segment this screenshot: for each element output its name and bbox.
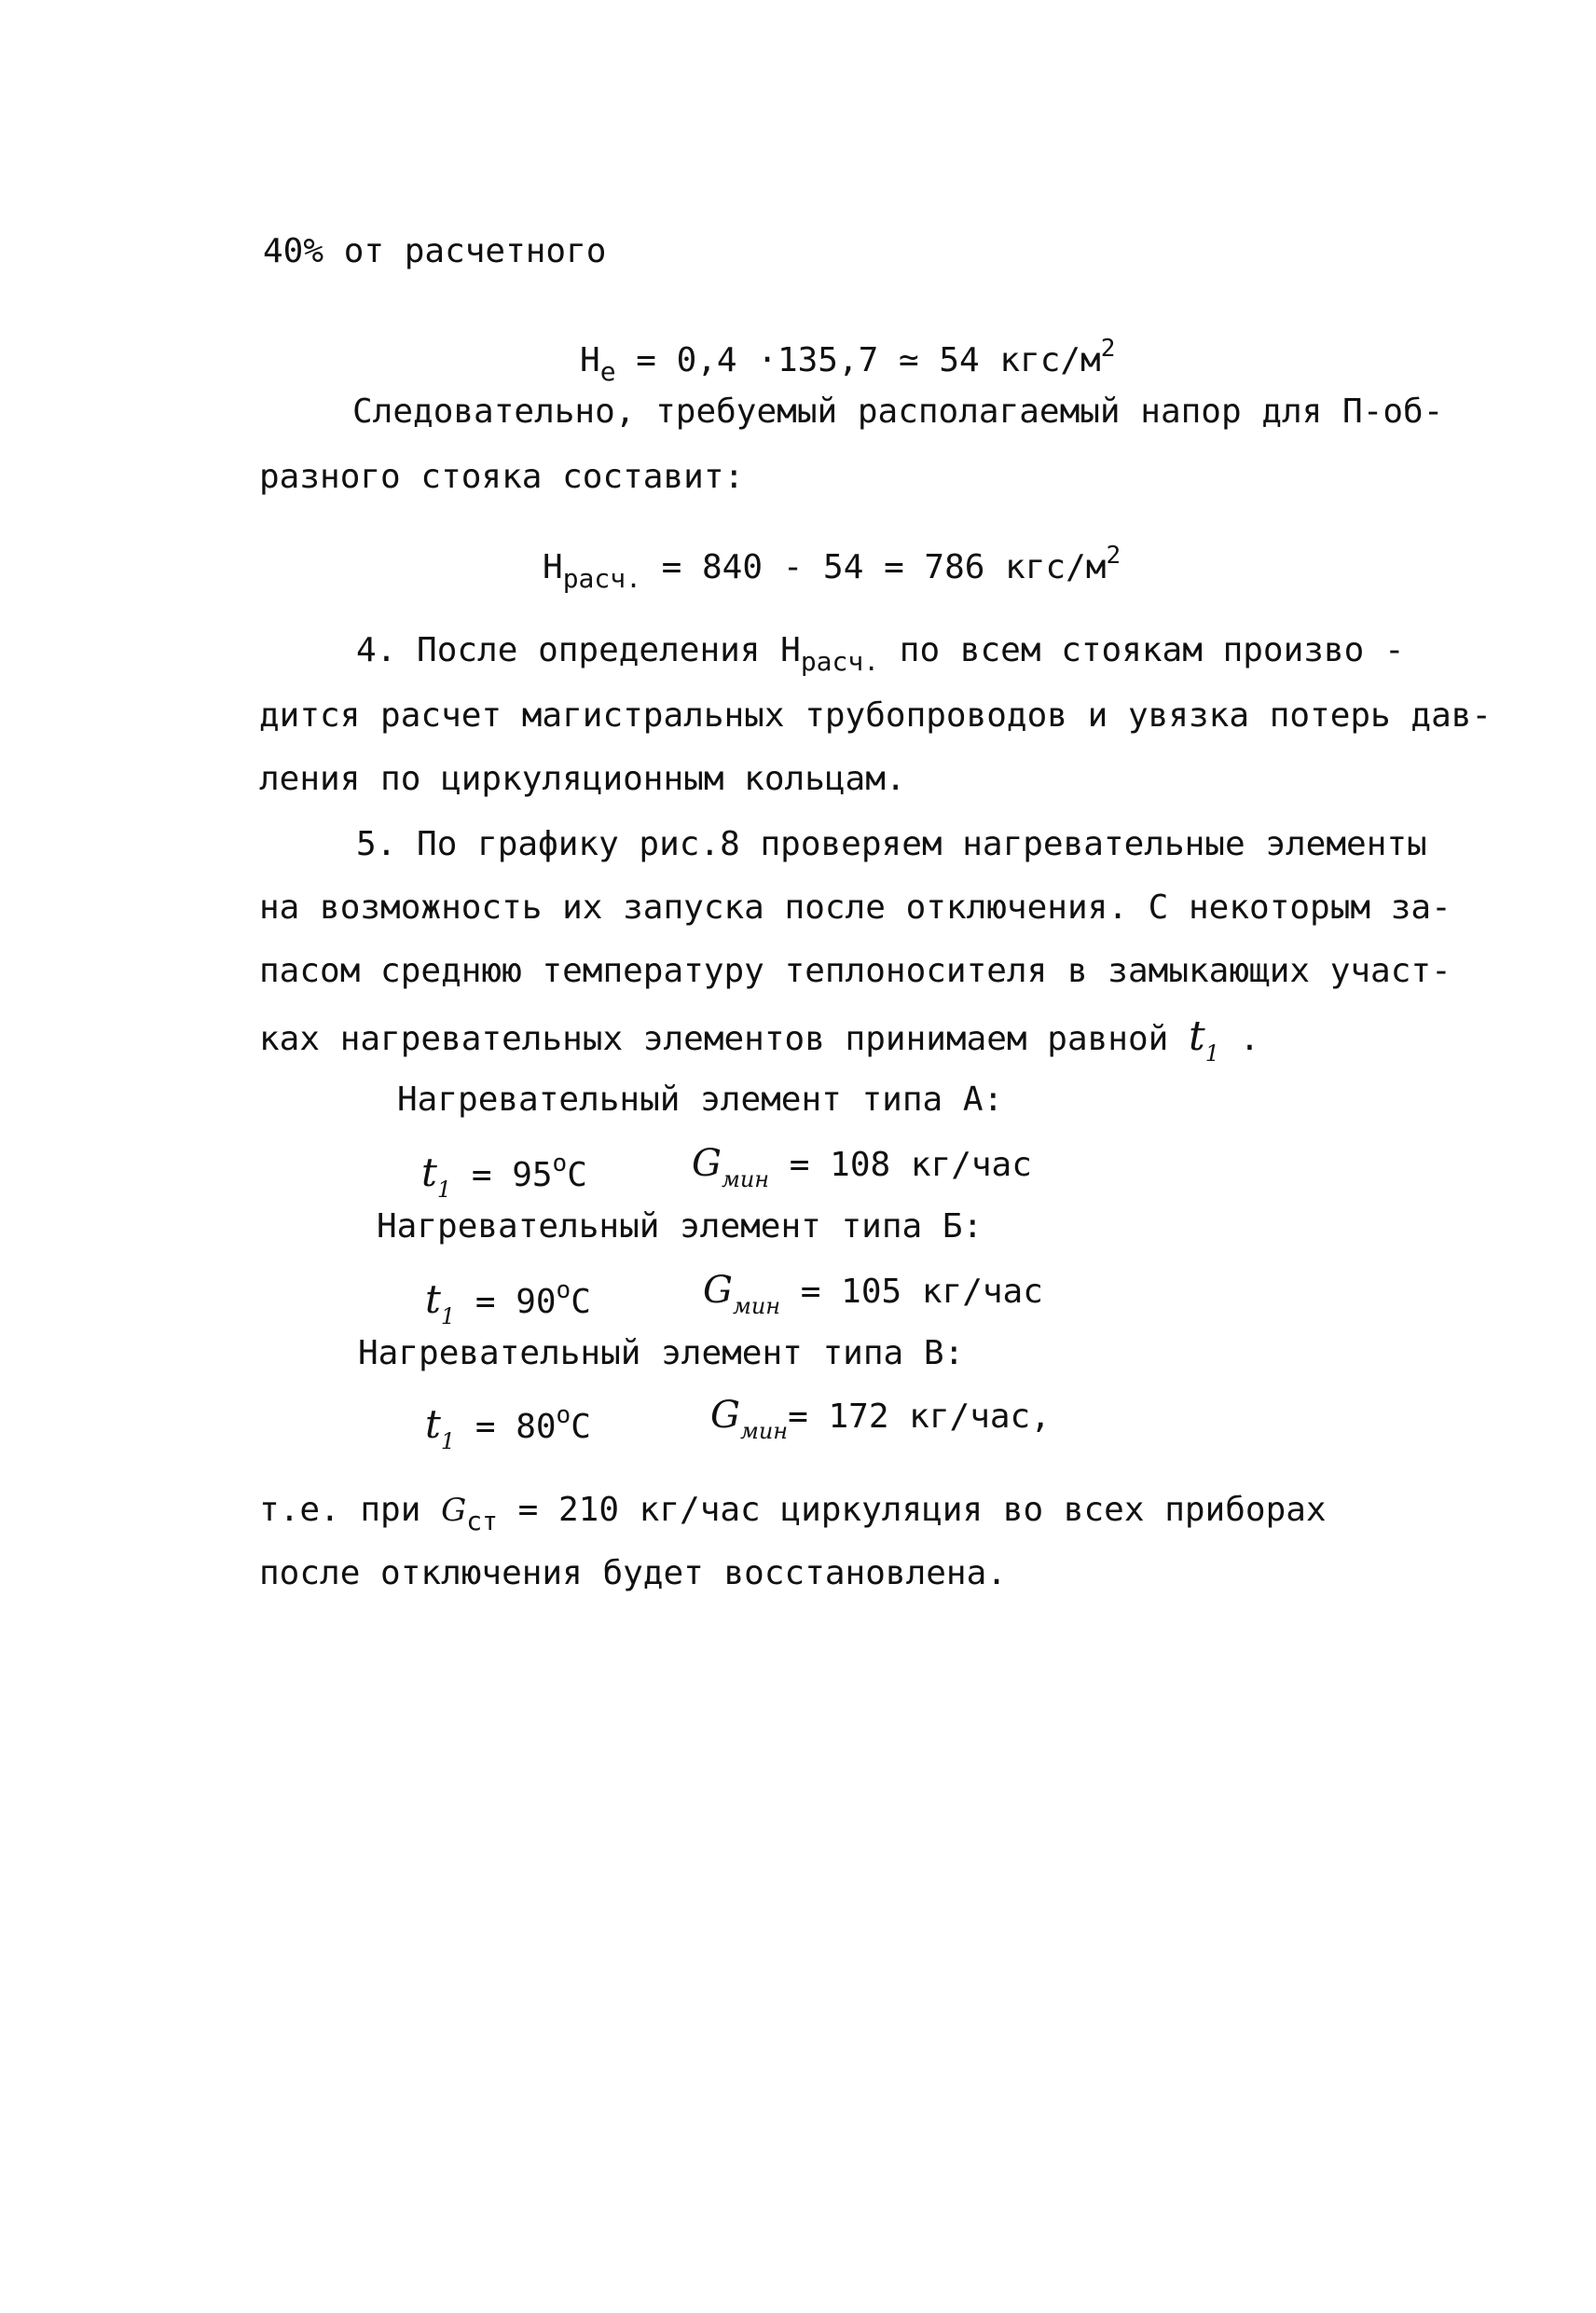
t-symbol: t [421,1150,437,1195]
element-a-flow [692,1143,1032,1200]
t-value: = 80 [455,1408,557,1446]
formula-symbol: H [543,548,563,586]
item5-line-2: на возможность их запуска после отключения. С некоторым за- [259,888,1452,927]
t1-subscript: 1 [1204,1040,1219,1067]
formula-superscript: 2 [1106,542,1121,570]
item5-text: ках нагревательных элементов принимаем равной [259,1020,1189,1058]
item4-line-3: ления по циркуляционным кольцам. [259,760,906,798]
t-unit: C [571,1283,591,1321]
element-v-title: Нагревательный элемент типа В: [358,1334,965,1372]
t-subscript: 1 [440,1303,456,1329]
consequence-line-1: Следовательно, требуемый располагаемый напор для П-об- [352,392,1444,431]
consequence-line-2: разного стояка составит: [259,458,745,496]
element-v-values [425,1395,591,1462]
item4-line-1 [356,630,1405,682]
degree-mark: o [552,1150,568,1177]
t-symbol: t [425,1276,441,1322]
g-value: = 108 кг/час [769,1146,1032,1184]
formula-expression: = 0,4 ·135,7 ≃ 54 кгс/м [615,341,1101,379]
formula-symbol: H [580,341,600,379]
g-symbol: G [710,1394,740,1437]
item5-line-3: пасом среднюю температуру теплоносителя в замыкающих участ- [259,952,1452,990]
formula-superscript: 2 [1100,335,1116,363]
formula-subscript: e [599,356,616,387]
element-b-values [425,1270,591,1337]
t-value: = 90 [455,1283,557,1321]
g-subscript: мин [739,1418,789,1444]
element-b-title: Нагревательный элемент типа Б: [377,1207,984,1246]
g-value: = 172 кг/час, [788,1397,1051,1436]
t-unit: C [571,1408,591,1446]
degree-mark: o [556,1276,571,1304]
item5-line-1: 5. По графику рис.8 проверяем нагревательные элементы [356,825,1427,863]
item5-text-end: . [1218,1020,1260,1058]
item4-line-2: дится расчет магистральных трубопроводов и увязка потерь дав- [259,696,1493,735]
element-a-values [421,1143,587,1210]
item4-subscript: расч. [800,646,880,677]
formula-he [580,328,1115,392]
degree-mark: o [556,1401,571,1429]
t-subscript: 1 [440,1428,456,1454]
formula-hcalc [543,535,1121,599]
formula-expression: = 840 - 54 = 786 кгс/м [640,548,1107,586]
g-subscript: мин [732,1293,781,1319]
conclusion-line-2: после отключения будет восстановлена. [259,1554,1007,1592]
g-symbol: G [703,1269,733,1312]
t1-symbol: t [1189,1012,1205,1060]
g-symbol: G [692,1142,722,1185]
element-a-title: Нагревательный элемент типа А: [397,1081,1004,1119]
element-v-flow [710,1395,1051,1452]
item4-text-cont: по всем стоякам произво - [879,631,1405,669]
item4-text: 4. После определения H [356,631,801,669]
g-value: = 105 кг/час [780,1273,1043,1311]
item5-line-4 [259,1012,1260,1074]
t-symbol: t [425,1401,441,1447]
t-value: = 95 [451,1156,553,1194]
g-st-subscript: ст [466,1506,498,1536]
formula-subscript: расч. [562,563,641,594]
element-b-flow [703,1270,1043,1327]
t-subscript: 1 [436,1177,452,1203]
conclusion-text-cont: = 210 кг/час циркуляция во всех приборах [497,1491,1327,1529]
g-subscript: мин [721,1166,770,1192]
intro-line: 40% от расчетного [263,232,607,270]
g-st-symbol: G [441,1492,467,1529]
conclusion-text: т.е. при [259,1491,442,1529]
t-unit: C [567,1156,587,1194]
conclusion-line-1 [259,1490,1327,1542]
